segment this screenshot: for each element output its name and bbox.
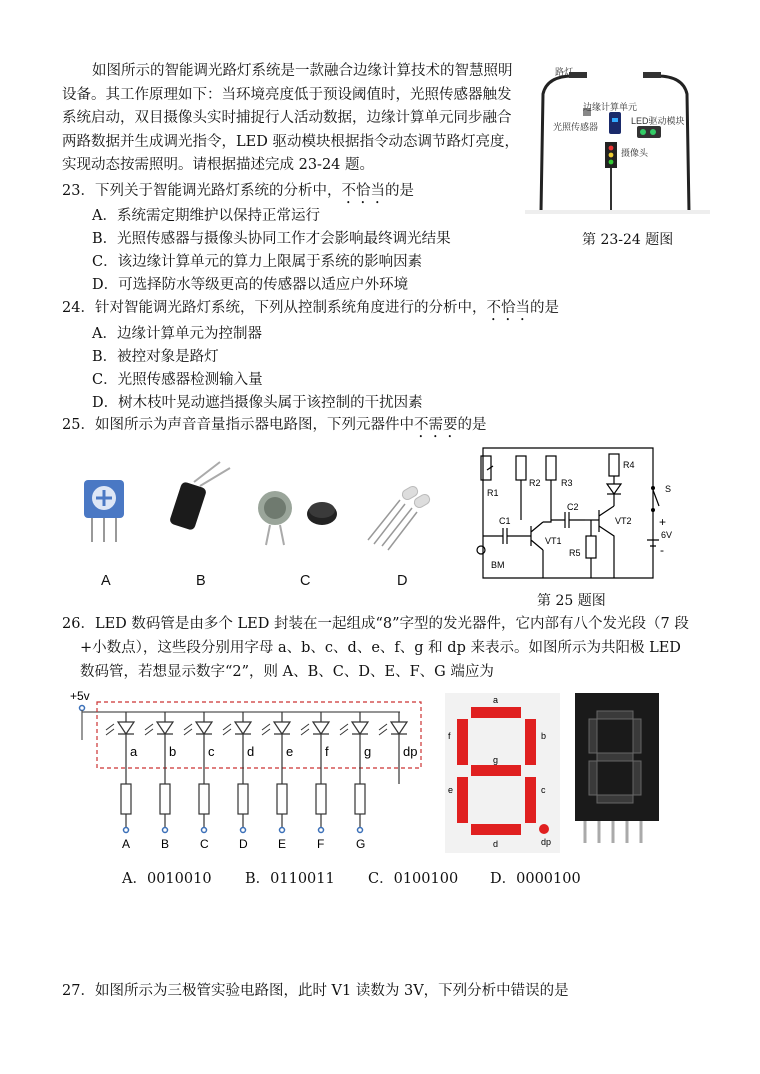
segment-label-c: c: [208, 744, 215, 759]
q25-circuit-svg: [475, 440, 685, 590]
terminal-B[interactable]: [163, 828, 168, 833]
seven-segment-photo-svg: [567, 693, 667, 845]
q26-seven-segment-photo: [567, 693, 667, 845]
circuit-label-s: S: [665, 484, 672, 494]
segment-label-f: f: [325, 744, 329, 759]
led-image[interactable]: [368, 485, 431, 550]
display-label-c: c: [541, 785, 546, 795]
led-light-arrow: [340, 724, 348, 735]
q25-stem: 25．如图所示为声音音量指示器电路图，下列元器件中不需要的是: [62, 417, 487, 433]
segment-label-e: e: [286, 744, 294, 759]
led-light-arrow: [301, 724, 309, 735]
fig-label-camera: 摄像头: [621, 148, 649, 158]
figure-23-24: [525, 62, 710, 222]
segment-label-a: a: [130, 744, 138, 759]
q27-stem: 27．如图所示为三极管实验电路图，此时 V1 读数为 3V，下列分析中错误的是: [62, 983, 569, 999]
q23-stem: 23．下列关于智能调光路灯系统的分析中，不恰当的是: [62, 183, 414, 199]
q25-choice-b[interactable]: B: [196, 573, 206, 589]
circuit-label-vt1: VT1: [545, 536, 562, 546]
terminal-G[interactable]: [358, 828, 363, 833]
q24-option-b[interactable]: B．被控对象是路灯: [92, 349, 219, 365]
q25-choice-c[interactable]: C: [300, 573, 311, 589]
segment-label-dp: dp: [403, 744, 418, 759]
led-light-arrow: [379, 724, 387, 735]
terminal-label-C: C: [200, 837, 209, 851]
q25-components-svg: [70, 460, 450, 560]
q25-choice-d[interactable]: D: [397, 573, 408, 589]
q26-stem-line3: 数码管，若想显示数字“2”，则 A、B、C、D、E、F、G 端应为: [80, 664, 494, 680]
q26-led-array-svg: [70, 688, 430, 853]
q26-stem-line2: +小数点），这些段分别用字母 a、b、c、d、e、f、g 和 dp 来表示。如图所示为共阳极 LED: [80, 640, 681, 656]
terminal-D[interactable]: [241, 828, 246, 833]
q25-emphasis: 不需要: [413, 417, 458, 433]
q23-option-a[interactable]: A．系统需定期维护以保持正常运行: [92, 208, 320, 224]
q23-option-d[interactable]: D．可选择防水等级更高的传感器以适应户外环境: [92, 277, 409, 293]
q25-components: [70, 460, 450, 560]
resistor-g: [355, 784, 365, 814]
circuit-label-plus: +: [659, 515, 667, 529]
q23-option-c[interactable]: C．该边缘计算单元的算力上限属于系统的影响因素: [92, 254, 423, 270]
terminal-E[interactable]: [280, 828, 285, 833]
terminal-C[interactable]: [202, 828, 207, 833]
led-light-arrow: [262, 724, 270, 735]
circuit-label-r2: R2: [529, 478, 541, 488]
q23-emphasis: 不恰当: [341, 183, 385, 199]
segment-d-shape: [471, 824, 521, 835]
terminal-label-E: E: [278, 837, 287, 851]
q25-circuit-diagram: [475, 440, 685, 590]
terminal-label-B: B: [161, 837, 170, 851]
circuit-label-c2: C2: [567, 502, 579, 512]
resistor-a: [121, 784, 131, 814]
resistor-c: [199, 784, 209, 814]
terminal-label-A: A: [122, 837, 131, 851]
q26-option-a[interactable]: A．0010010: [122, 871, 212, 887]
segment-c-shape: [525, 777, 536, 823]
circuit-label-6v: 6V: [661, 530, 673, 540]
segment-label-g: g: [364, 744, 372, 759]
q26-seven-segment-diagram: [445, 693, 560, 853]
circuit-label-r3: R3: [561, 478, 573, 488]
terminal-F[interactable]: [319, 828, 324, 833]
fig-label-streetlight: 路灯: [555, 67, 574, 77]
q26-led-array-circuit: [70, 688, 430, 853]
terminal-label-D: D: [239, 837, 248, 851]
q24-option-d[interactable]: D．树木枝叶晃动遮挡摄像头属于该控制的干扰因素: [92, 395, 423, 411]
fig-label-led-driver: LED驱动模块: [631, 116, 685, 126]
led-light-arrow: [106, 724, 114, 735]
circuit-label-vt2: VT2: [615, 516, 632, 526]
terminal-label-F: F: [317, 837, 325, 851]
display-label-a: a: [493, 695, 499, 705]
segment-dp-shape: [539, 824, 549, 834]
display-label-e: e: [448, 785, 454, 795]
led-light-arrow: [145, 724, 153, 735]
segment-label-b: b: [169, 744, 177, 759]
resistor-b: [160, 784, 170, 814]
segment-a-shape: [471, 707, 521, 718]
q26-option-b[interactable]: B．0110011: [245, 871, 335, 887]
fig-label-edge-unit: 边缘计算单元: [583, 102, 638, 112]
display-label-d: d: [493, 839, 499, 849]
circuit-label-minus: -: [660, 543, 664, 557]
street-light-illustration: [525, 62, 710, 222]
q24-option-a[interactable]: A．边缘计算单元为控制器: [92, 326, 262, 342]
circuit-label-bm: BM: [491, 560, 505, 570]
resistor-f: [316, 784, 326, 814]
q26-option-d[interactable]: D．0000100: [490, 871, 581, 887]
q26-option-c[interactable]: C．0100100: [368, 871, 459, 887]
segment-f-shape: [457, 719, 468, 765]
terminal-A[interactable]: [124, 828, 129, 833]
circuit-label-r4: R4: [623, 460, 635, 470]
resistor-d: [238, 784, 248, 814]
terminal-label-G: G: [356, 837, 366, 851]
microphone-image[interactable]: [258, 491, 337, 545]
display-label-dp: dp: [541, 837, 552, 847]
segment-e-shape: [457, 777, 468, 823]
fig-label-light-sensor: 光照传感器: [553, 122, 599, 132]
q26-stem-line1: 26．LED 数码管是由多个 LED 封装在一起组成“8”字型的发光器件，它内部有八个发光段（7 段: [62, 616, 689, 632]
q24-stem: 24．针对智能调光路灯系统，下列从控制系统角度进行的分析中，不恰当的是: [62, 300, 559, 316]
q23-option-b[interactable]: B．光照传感器与摄像头协同工作才会影响最终调光结果: [92, 231, 451, 247]
segment-label-d: d: [247, 744, 255, 759]
seven-segment-svg: [445, 693, 560, 853]
led-light-arrow: [184, 724, 192, 735]
segment-g-shape: [471, 765, 521, 776]
capacitor-image[interactable]: [169, 462, 230, 531]
potentiometer-image[interactable]: [84, 480, 124, 542]
supply-label: +5v: [70, 689, 90, 703]
intro-paragraph: 如图所示的智能调光路灯系统是一款融合边缘计算技术的智慧照明设备。其工作原理如下：当环境亮度低于预设阈值时，光照传感器触发系统启动，双目摄像头实时捕捉行人活动数据，边缘计算单元同步融合两路数据并生成调光指令，LED 驱动模块根据指令动态调节路灯亮度，实现动态按需照明。请根据描述完成 23-24 题。: [62, 63, 519, 173]
q24-option-c[interactable]: C．光照传感器检测输入量: [92, 372, 263, 388]
resistor-e: [277, 784, 287, 814]
display-label-g: g: [493, 755, 499, 765]
q25-choice-a[interactable]: A: [101, 573, 111, 589]
q24-emphasis: 不恰当: [486, 300, 530, 316]
led-light-arrow: [223, 724, 231, 735]
segment-b-shape: [525, 719, 536, 765]
q25-caption: 第 25 题图: [537, 593, 606, 609]
display-label-b: b: [541, 731, 547, 741]
circuit-label-c1: C1: [499, 516, 511, 526]
display-label-f: f: [448, 731, 451, 741]
circuit-label-r1: R1: [487, 488, 499, 498]
circuit-label-r5: R5: [569, 548, 581, 558]
figure-23-24-caption: 第 23-24 题图: [582, 232, 674, 248]
